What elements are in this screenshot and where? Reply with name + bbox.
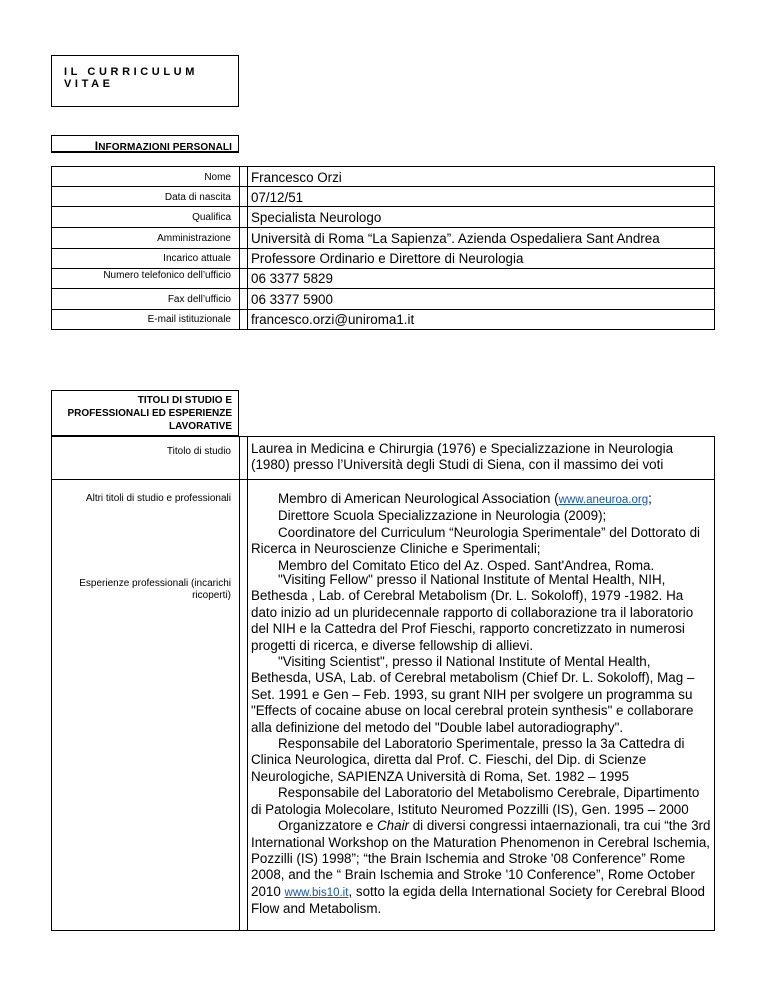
birthdate-value: 07/12/51 bbox=[251, 190, 304, 205]
membership-ana-end: ; bbox=[648, 491, 652, 506]
row-divider bbox=[51, 309, 715, 310]
experience-congresses bbox=[251, 818, 711, 917]
name-value: Francesco Orzi bbox=[251, 170, 342, 185]
experience-block bbox=[251, 572, 711, 918]
administration-label: Amministrazione bbox=[157, 233, 231, 244]
row-divider bbox=[51, 479, 715, 480]
office-fax-value: 06 3377 5900 bbox=[251, 292, 333, 307]
membership-ana-text: Membro di American Neurological Association ( bbox=[278, 491, 559, 506]
membership-ana bbox=[251, 491, 711, 508]
experience-label bbox=[51, 578, 231, 602]
phd-coordinator: Coordinatore del Curriculum “Neurologia Sperimentale” del Dottorato di Ricerca in Neuroscienze Cliniche e Sperimentali; bbox=[251, 524, 701, 557]
section-header-line: TITOLI DI STUDIO E bbox=[137, 395, 232, 406]
cv-title: IL CURRICULUM VITAE bbox=[64, 66, 198, 90]
table-bottom-border bbox=[51, 329, 715, 330]
aneuroa-link[interactable]: www.aneuroa.org bbox=[558, 494, 649, 506]
table-bottom-border bbox=[51, 930, 715, 931]
value-column-left-border bbox=[247, 436, 248, 931]
row-divider bbox=[51, 248, 715, 249]
qualification-label: Qualifica bbox=[192, 212, 231, 223]
label-column-right-border bbox=[239, 436, 240, 931]
congresses-text-a: Organizzatore e bbox=[278, 818, 377, 834]
office-phone-value: 06 3377 5829 bbox=[251, 271, 333, 286]
administration-value: Università di Roma “La Sapienza”. Azienda Ospedaliera Sant Andrea bbox=[251, 231, 660, 246]
office-phone-label: Numero telefonico dell’ufficio bbox=[103, 270, 231, 281]
experience-neuromed: Responsabile del Laboratorio del Metabolismo Cerebrale, Dipartimento di Patologia Molecolare, Istituto Neuromed Pozzilli (IS), Gen. 1995 – 2000 bbox=[251, 785, 700, 817]
cv-title-box bbox=[51, 55, 239, 107]
current-position-value: Professore Ordinario e Direttore di Neurologia bbox=[251, 251, 524, 266]
office-fax-label: Fax dell’ufficio bbox=[167, 294, 231, 305]
table-top-border bbox=[51, 436, 715, 437]
section-header-rest: NFORMAZIONI PERSONALI bbox=[98, 142, 232, 153]
institutional-email-value: francesco.orzi@uniroma1.it bbox=[251, 312, 415, 327]
other-qualifications-block bbox=[251, 491, 711, 574]
value-column-right-border bbox=[714, 436, 715, 931]
experience-label-line: ricoperti) bbox=[192, 590, 231, 601]
table-top-border bbox=[51, 166, 715, 167]
name-label: Nome bbox=[204, 172, 231, 183]
section-header-initial: I bbox=[94, 139, 99, 153]
row-divider bbox=[51, 268, 715, 269]
personal-info-section-header bbox=[51, 135, 239, 153]
other-qualifications-label: Altri titoli di studio e professionali bbox=[85, 493, 231, 504]
school-director: Direttore Scuola Specializzazione in Neurologia (2009); bbox=[278, 508, 607, 524]
row-divider bbox=[51, 186, 715, 187]
experience-nih-scientist: "Visiting Scientist", presso il National Institute of Mental Health, Bethesda, USA, Lab. of Cerebral metabolism (Chief Dr. L. Sokoloff), Mag – Set. 1991 e Gen – Feb. 1993, su grant NIH per svolgere un programma su "Effects of cocaine abuse on local cerebral protein synthesis" e collaborare alla definizione del metodo del "Double label autoradiography". bbox=[251, 654, 695, 735]
label-column-left-border bbox=[51, 436, 52, 931]
experience-lab-responsible: Responsabile del Laboratorio Sperimentale, presso la 3a Cattedra di Clinica Neurologica, diretta dal Prof. C. Fieschi, del Dip. di Scienze Neurologiche, SAPIENZA Università di Roma, Set. 1982 – 1995 bbox=[251, 736, 685, 784]
degree-label: Titolo di studio bbox=[166, 446, 231, 457]
experience-label-line: Esperienze professionali (incarichi bbox=[79, 578, 231, 589]
congresses-text-c: , sotto la egida della International Society for Cerebral Blood Flow and Metabolism. bbox=[251, 883, 705, 917]
ethics-committee: Membro del Comitato Etico del Az. Osped. Sant'Andrea, Roma. bbox=[278, 557, 655, 573]
education-experience-section-header bbox=[51, 390, 239, 437]
bis10-link[interactable]: www.bis10.it bbox=[284, 886, 349, 899]
row-divider bbox=[51, 206, 715, 207]
section-header-line: LAVORATIVE bbox=[169, 421, 232, 432]
experience-nih-fellow: "Visiting Fellow" presso il National Institute of Mental Health, NIH, Bethesda , Lab. of Cerebral Metabolism (Dr. L. Sokoloff), 1979 -1982. Ha dato inizio ad un pluridecennale rapporto di collaborazione tra il laboratorio del NIH e la Cattedra del Prof Fieschi, rapporto concretizzato in numerosi progetti di ricerca, e diverse fellowship di allievi. bbox=[251, 572, 694, 653]
degree-text: Laurea in Medicina e Chirurgia (1976) e Specializzazione in Neurologia (1980) presso l’Università degli Studi di Siena, con il massimo dei voti bbox=[251, 441, 674, 473]
current-position-label: Incarico attuale bbox=[163, 253, 231, 264]
congresses-text-b: di diversi congressi intaernazionali, tra cui “the 3rd International Workshop on the Maturation Phenomenon in Cerebral Ischemia, Pozzilli (IS) 1998”; “the Brain Ischemia and Stroke '08 Conference” Rome 2008, and the “ Brain Ischemia and Stroke '10 Conference”, Rome October 2010 bbox=[251, 818, 711, 899]
institutional-email-label: E-mail istituzionale bbox=[147, 314, 231, 325]
birthdate-label: Data di nascita bbox=[164, 192, 231, 203]
row-divider bbox=[51, 227, 715, 228]
section-header-line: PROFESSIONALI ED ESPERIENZE bbox=[67, 408, 232, 419]
chair-text: Chair bbox=[377, 818, 409, 834]
degree-value bbox=[251, 441, 711, 474]
row-divider bbox=[51, 288, 715, 289]
qualification-value: Specialista Neurologo bbox=[251, 210, 382, 225]
